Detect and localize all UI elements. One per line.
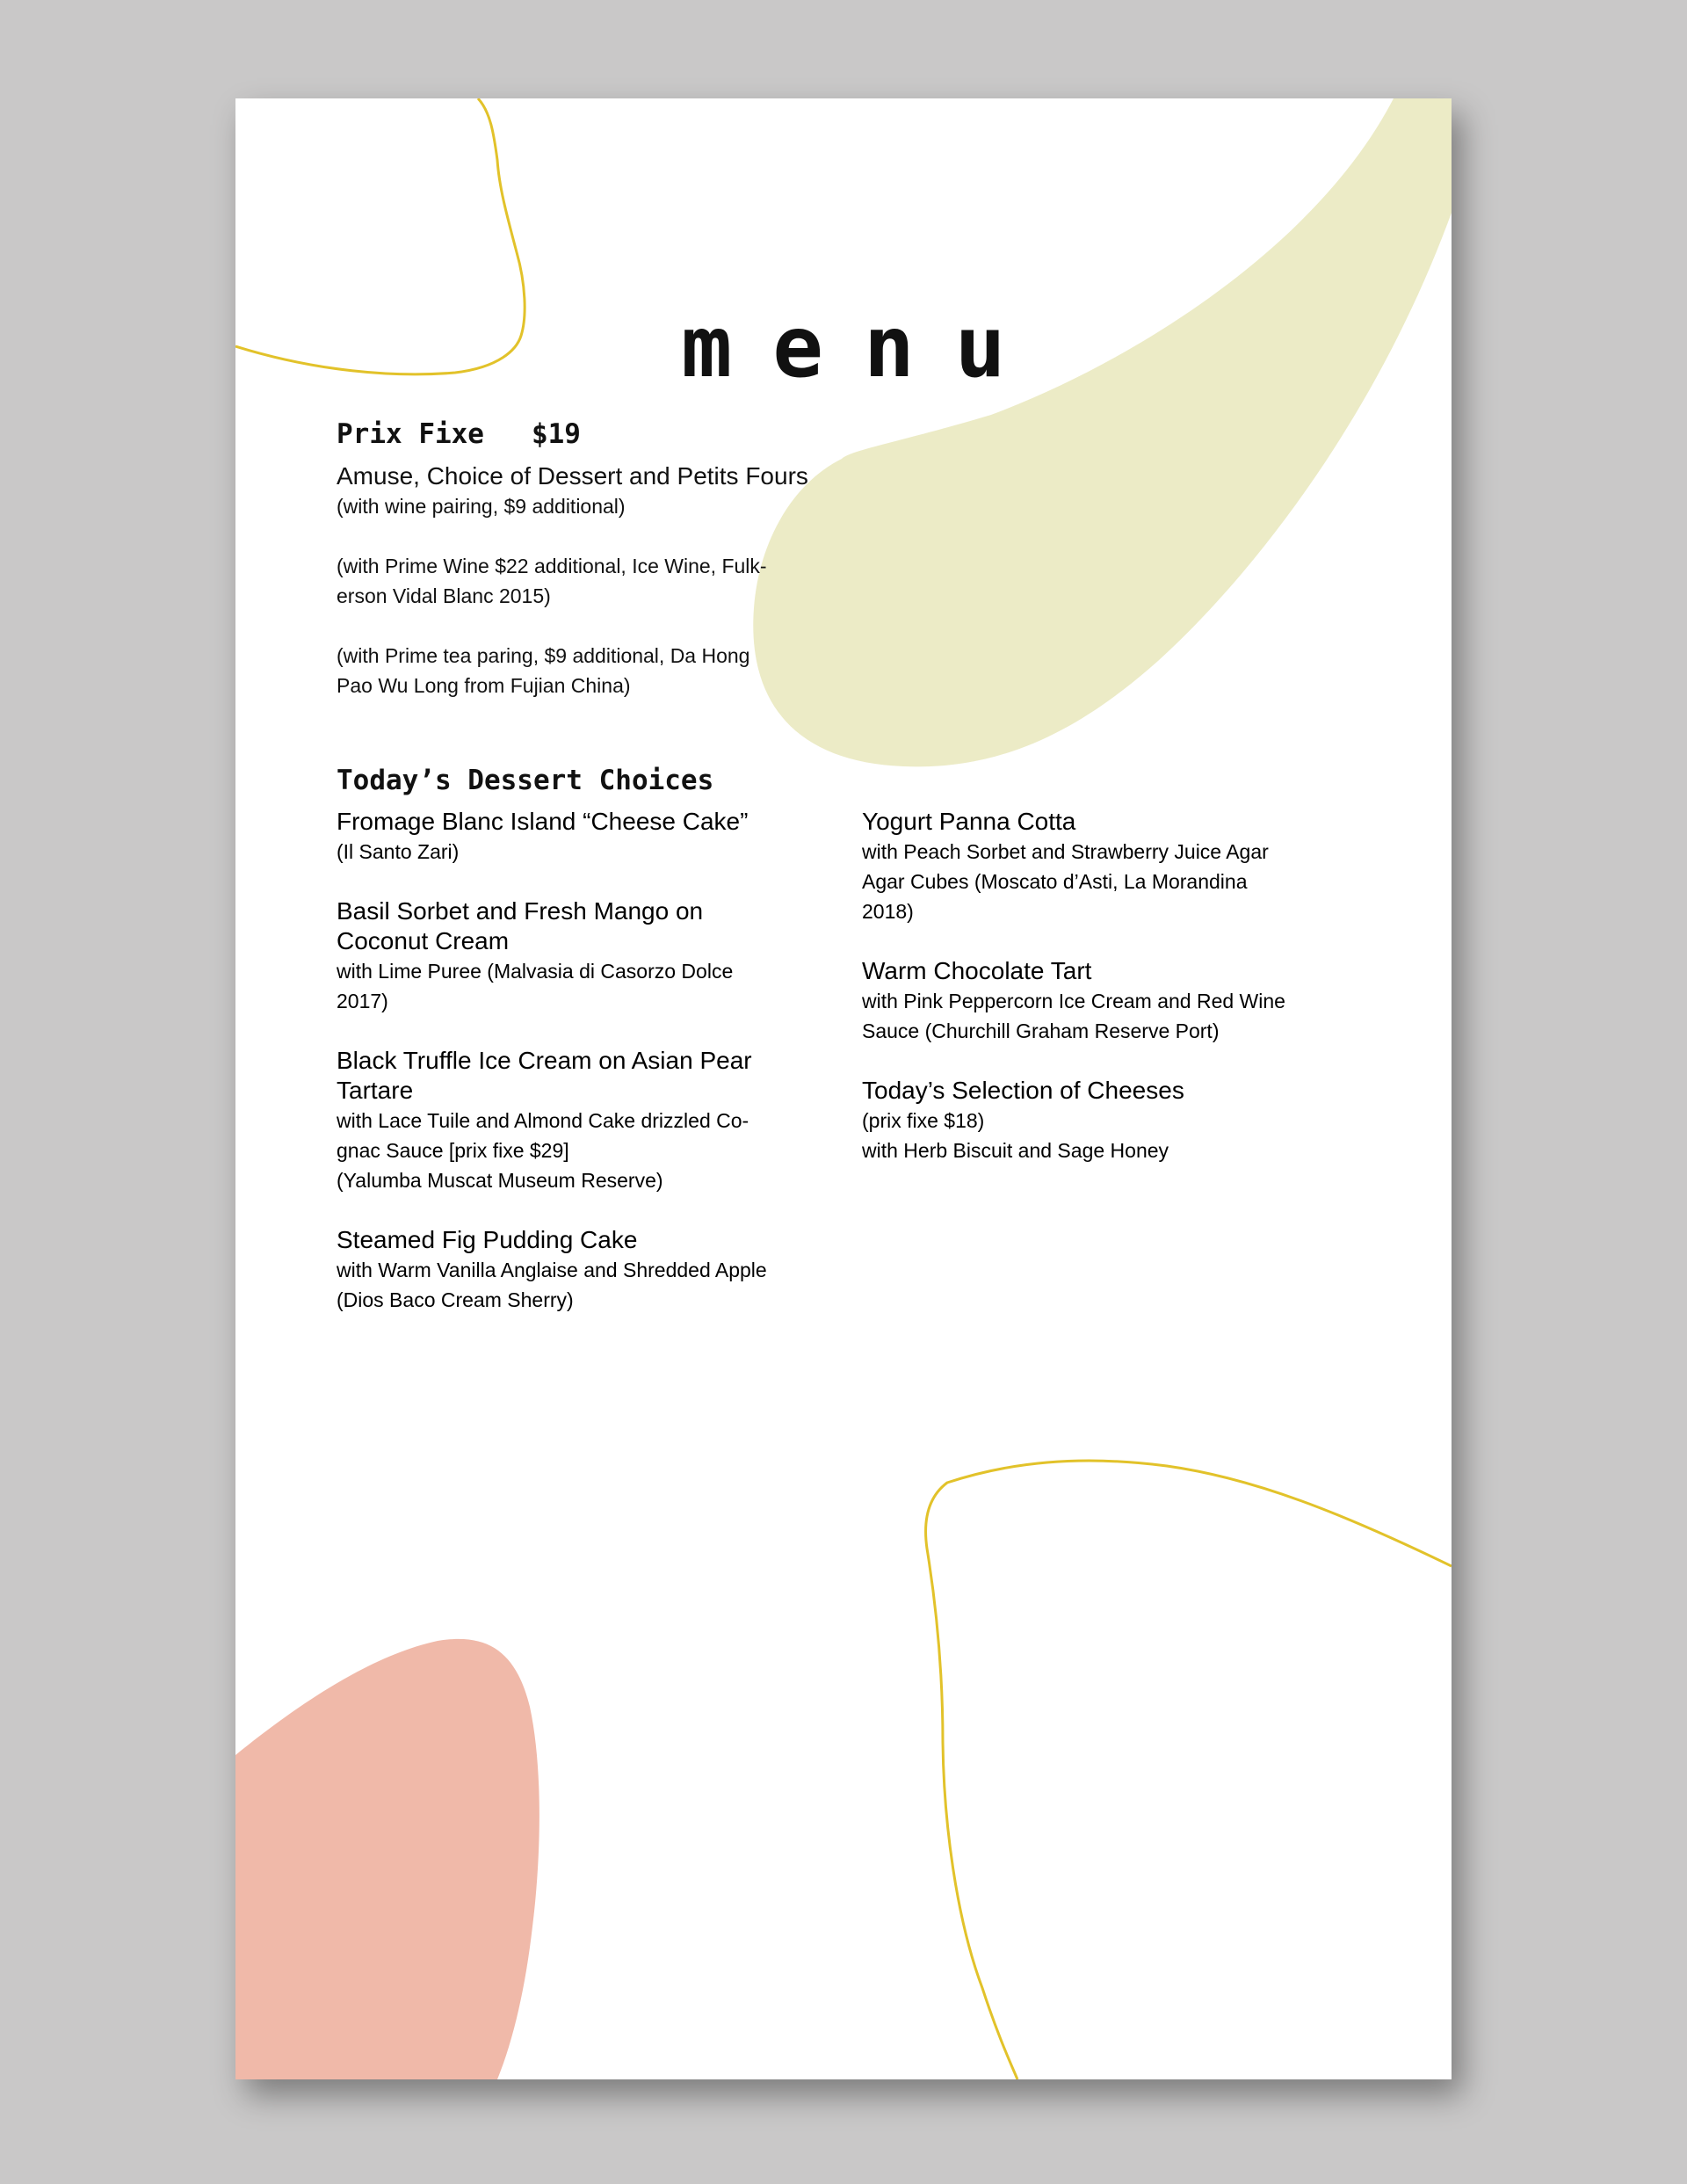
dessert-item — [337, 896, 846, 1016]
dessert-detail: with Peach Sorbet and Strawberry Juice Agar — [862, 840, 1269, 863]
dessert-detail: with Herb Biscuit and Sage Honey — [862, 1139, 1169, 1162]
dessert-column-left — [337, 807, 846, 1345]
dessert-choices-heading: Today’s Dessert Choices — [337, 765, 714, 796]
dessert-detail: (Yalumba Muscat Museum Reserve) — [337, 1169, 663, 1192]
yellow-curve-bottom-right — [926, 1461, 1452, 2079]
dessert-item — [862, 807, 1372, 926]
dessert-detail: with Lace Tuile and Almond Cake drizzled Co- — [337, 1109, 749, 1132]
dessert-detail: 2017) — [337, 990, 388, 1012]
dessert-name: Warm Chocolate Tart — [862, 957, 1092, 984]
dessert-detail: with Pink Peppercorn Ice Cream and Red Wine — [862, 990, 1285, 1012]
dessert-item — [862, 1076, 1372, 1165]
dessert-detail: (Dios Baco Cream Sherry) — [337, 1288, 574, 1311]
dessert-name: Today’s Selection of Cheeses — [862, 1077, 1184, 1104]
dessert-item — [862, 956, 1372, 1046]
menu-title: menu — [681, 298, 1046, 396]
peach-blob — [235, 1639, 539, 2079]
dessert-name: Black Truffle Ice Cream on Asian Pear — [337, 1047, 752, 1074]
dessert-name: Basil Sorbet and Fresh Mango on — [337, 897, 704, 925]
prix-fixe-note: (with Prime Wine $22 additional, Ice Wine, Fulk- — [337, 555, 767, 577]
dessert-detail: Sauce (Churchill Graham Reserve Port) — [862, 1019, 1220, 1042]
prix-fixe-note: (with Prime tea paring, $9 additional, Da Hong — [337, 644, 750, 667]
prix-fixe-note: (with wine pairing, $9 additional) — [337, 495, 626, 518]
dessert-item — [337, 1225, 846, 1315]
prix-fixe-label: Prix Fixe — [337, 418, 484, 450]
dessert-item — [337, 1046, 846, 1195]
prix-fixe-details — [337, 461, 881, 700]
menu-sheet — [235, 98, 1452, 2079]
dessert-detail: Agar Cubes (Moscato d’Asti, La Morandina — [862, 870, 1248, 893]
dessert-detail: (Il Santo Zari) — [337, 840, 460, 863]
dessert-name: Tartare — [337, 1077, 414, 1104]
dessert-name: Coconut Cream — [337, 927, 510, 954]
dessert-name: Fromage Blanc Island “Cheese Cake” — [337, 808, 749, 835]
dessert-detail: gnac Sauce [prix fixe $29] — [337, 1139, 569, 1162]
prix-fixe-note: Pao Wu Long from Fujian China) — [337, 674, 631, 697]
dessert-column-right — [862, 807, 1372, 1195]
prix-fixe-price: $19 — [531, 418, 581, 450]
dessert-item — [337, 807, 846, 867]
prix-fixe-note: erson Vidal Blanc 2015) — [337, 584, 551, 607]
prix-fixe-title: Amuse, Choice of Dessert and Petits Fours — [337, 462, 808, 490]
dessert-name: Steamed Fig Pudding Cake — [337, 1226, 638, 1253]
dessert-name: Yogurt Panna Cotta — [862, 808, 1076, 835]
dessert-detail: with Lime Puree (Malvasia di Casorzo Dolce — [337, 960, 734, 983]
dessert-detail: (prix fixe $18) — [862, 1109, 985, 1132]
prix-fixe-heading — [337, 417, 581, 452]
dessert-detail: with Warm Vanilla Anglaise and Shredded Apple — [337, 1259, 767, 1281]
dessert-detail: 2018) — [862, 900, 914, 923]
